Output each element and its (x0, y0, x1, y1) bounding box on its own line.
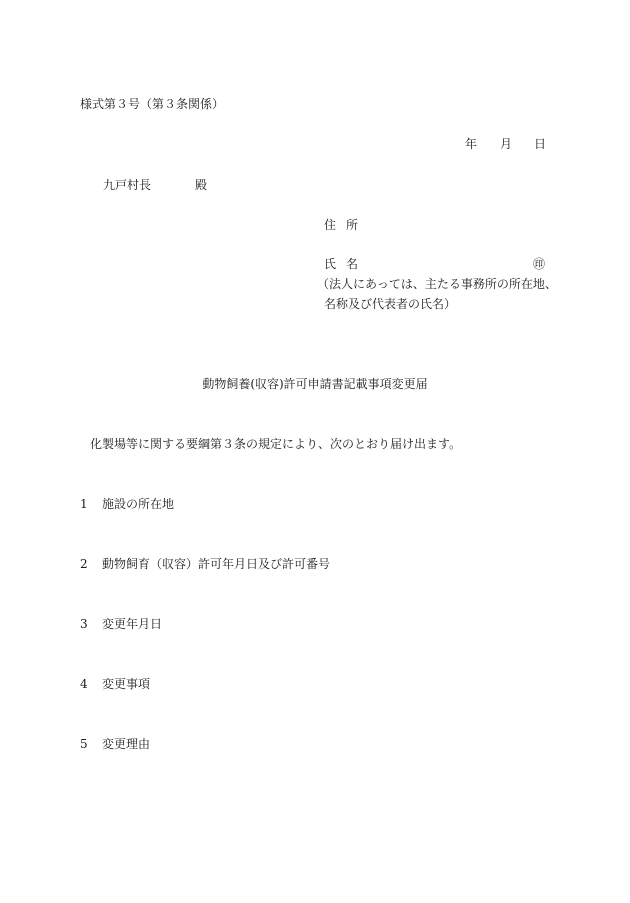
list-item (80, 498, 174, 510)
address-label: 住所 (324, 218, 369, 232)
name-label: 氏名 (324, 257, 369, 271)
corporation-note-line2: 名称及び代表者の氏名） (324, 297, 457, 311)
document-title: 動物飼養(収容)許可申請書記載事項変更届 (202, 377, 428, 391)
item-number: 4 (80, 677, 88, 691)
list-item (80, 678, 150, 690)
list-item (80, 738, 150, 750)
item-label: 動物飼育（収容）許可年月日及び許可番号 (102, 557, 331, 571)
list-item (80, 558, 330, 570)
document-body: 化製場等に関する要綱第３条の規定により、次のとおり届け出ます。 (90, 437, 462, 451)
list-item (80, 618, 162, 630)
recipient-honorific: 殿 (195, 178, 208, 192)
date-day-label: 日 (534, 137, 547, 151)
item-number: 5 (80, 737, 88, 751)
item-number: 2 (80, 557, 88, 571)
date-month-label: 月 (500, 137, 513, 151)
corporation-note-line1: （法人にあっては、主たる事務所の所在地、 (317, 277, 557, 291)
form-number: 様式第３号（第３条関係） (80, 97, 225, 111)
item-label: 変更事項 (102, 677, 151, 691)
recipient-name: 九戸村長 (103, 178, 152, 192)
item-number: 1 (80, 497, 88, 511)
date-year-label: 年 (465, 137, 478, 151)
item-label: 施設の所在地 (102, 497, 175, 511)
item-label: 変更年月日 (102, 617, 163, 631)
item-number: 3 (80, 617, 88, 631)
seal-mark: ㊞ (533, 257, 546, 271)
item-label: 変更理由 (102, 737, 151, 751)
